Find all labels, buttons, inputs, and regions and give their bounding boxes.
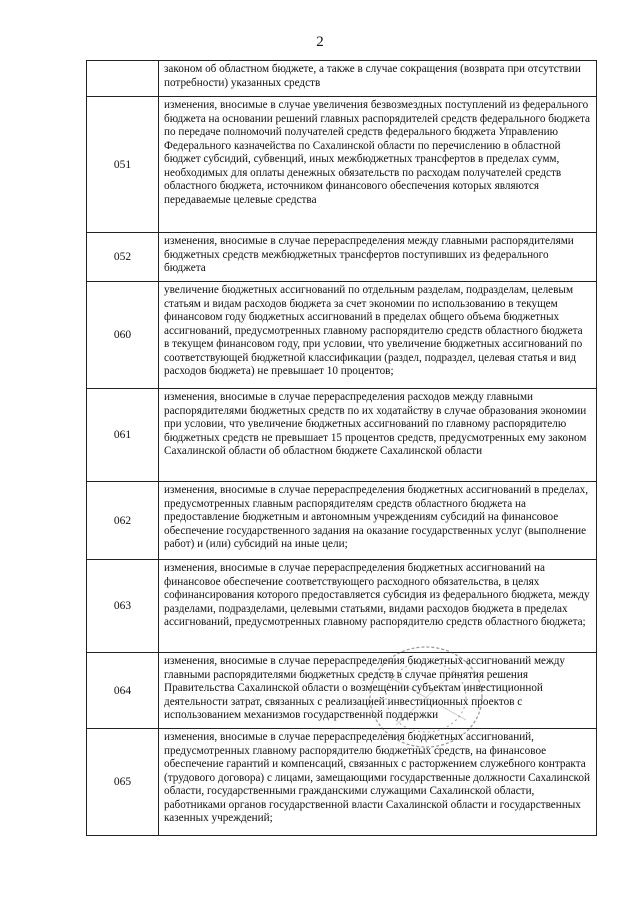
- table-row: [87, 560, 597, 653]
- table-row: [87, 97, 597, 233]
- table-row: [87, 389, 597, 482]
- code-cell: 062: [87, 482, 159, 560]
- description-cell: изменения, вносимые в случае перераспределения бюджетных ассигнований, предусмотренных главному распорядителю бюджетных средств, на финансовое обеспечение гарантий и компенсаций, связанных с расторжением служебного контракта (трудового договора) с лицами, замещающими государственные должности Сахалинской области, государственными гражданскими служащими Сахалинской области, работниками органов государственной власти Сахалинской области и государственных казенных учреждений;: [159, 729, 597, 836]
- description-cell: изменения, вносимые в случае перераспределения бюджетных ассигнований в пределах, предусмотренных главным распорядителям средств областного бюджета на предоставление бюджетным и автономным учреждениям субсидий на финансовое обеспечение государственного задания на оказание государственных услуг (выполнение работ) и (или) субсидий на иные цели;: [159, 482, 597, 560]
- code-cell: 065: [87, 729, 159, 836]
- description-cell: изменения, вносимые в случае перераспределения бюджетных ассигнований между главными распорядителями бюджетных средств в случае принятия решения Правительства Сахалинской области о возмещении субъектам инвестиционной деятельности затрат, связанных с реализацией инвестиционных проектов с использованием механизмов государственной поддержки: [159, 653, 597, 729]
- code-cell: 061: [87, 389, 159, 482]
- budget-codes-table: [86, 60, 597, 836]
- code-cell: 051: [87, 97, 159, 233]
- table-row: [87, 233, 597, 282]
- code-cell: 063: [87, 560, 159, 653]
- page-number: 2: [316, 34, 324, 50]
- table-row: [87, 729, 597, 836]
- description-cell: изменения, вносимые в случае перераспределения расходов между главными распорядителями бюджетных средств по их ходатайству в случае образования экономии при условии, что увеличение бюджетных ассигнований по главному распорядителю бюджетных средств не превышает 15 процентов средств, предусмотренных ему законом Сахалинской области об областном бюджете Сахалинской области: [159, 389, 597, 482]
- description-cell: изменения, вносимые в случае перераспределения бюджетных ассигнований на финансовое обеспечение соответствующего расходного обязательства, в целях софинансирования которого предоставляется субсидия из федерального бюджета, между разделами, подразделами, целевыми статьями, видами расходов бюджета в пределах ассигнований, предусмотренных главному распорядителю средств областного бюджета;: [159, 560, 597, 653]
- table-row: [87, 282, 597, 389]
- table-row: [87, 482, 597, 560]
- table-row: [87, 61, 597, 97]
- code-cell: 052: [87, 233, 159, 282]
- description-cell: законом об областном бюджете, а также в случае сокращения (возврата при отсутствии потребности) указанных средств: [159, 61, 597, 97]
- description-cell: увеличение бюджетных ассигнований по отдельным разделам, подразделам, целевым статьям и видам расходов бюджета за счет экономии по использованию в текущем финансовом году бюджетных ассигнований в пределах общего объема бюджетных ассигнований, предусмотренных главному распорядителю средств областного бюджета в текущем финансовом году, при условии, что увеличение бюджетных ассигнований по соответствующей бюджетной классификации (раздел, подраздел, целевая статья и вид расходов бюджета) не превышает 10 процентов;: [159, 282, 597, 389]
- code-cell: 064: [87, 653, 159, 729]
- code-cell: 060: [87, 282, 159, 389]
- table-row: [87, 653, 597, 729]
- description-cell: изменения, вносимые в случае увеличения безвозмездных поступлений из федерального бюджета на основании решений главных распорядителей средств федерального бюджета по передаче полномочий получателей средств федерального бюджета Управлению Федерального казначейства по Сахалинской области по перечислению в областной бюджет субсидий, субвенций, иных межбюджетных трансфертов в пределах сумм, необходимых для оплаты денежных обязательств по расходам получателей средств областного бюджета, источником финансового обеспечения которых являются передаваемые целевые средства: [159, 97, 597, 233]
- description-cell: изменения, вносимые в случае перераспределения между главными распорядителями бюджетных средств межбюджетных трансфертов поступивших из федерального бюджета: [159, 233, 597, 282]
- code-cell: [87, 61, 159, 97]
